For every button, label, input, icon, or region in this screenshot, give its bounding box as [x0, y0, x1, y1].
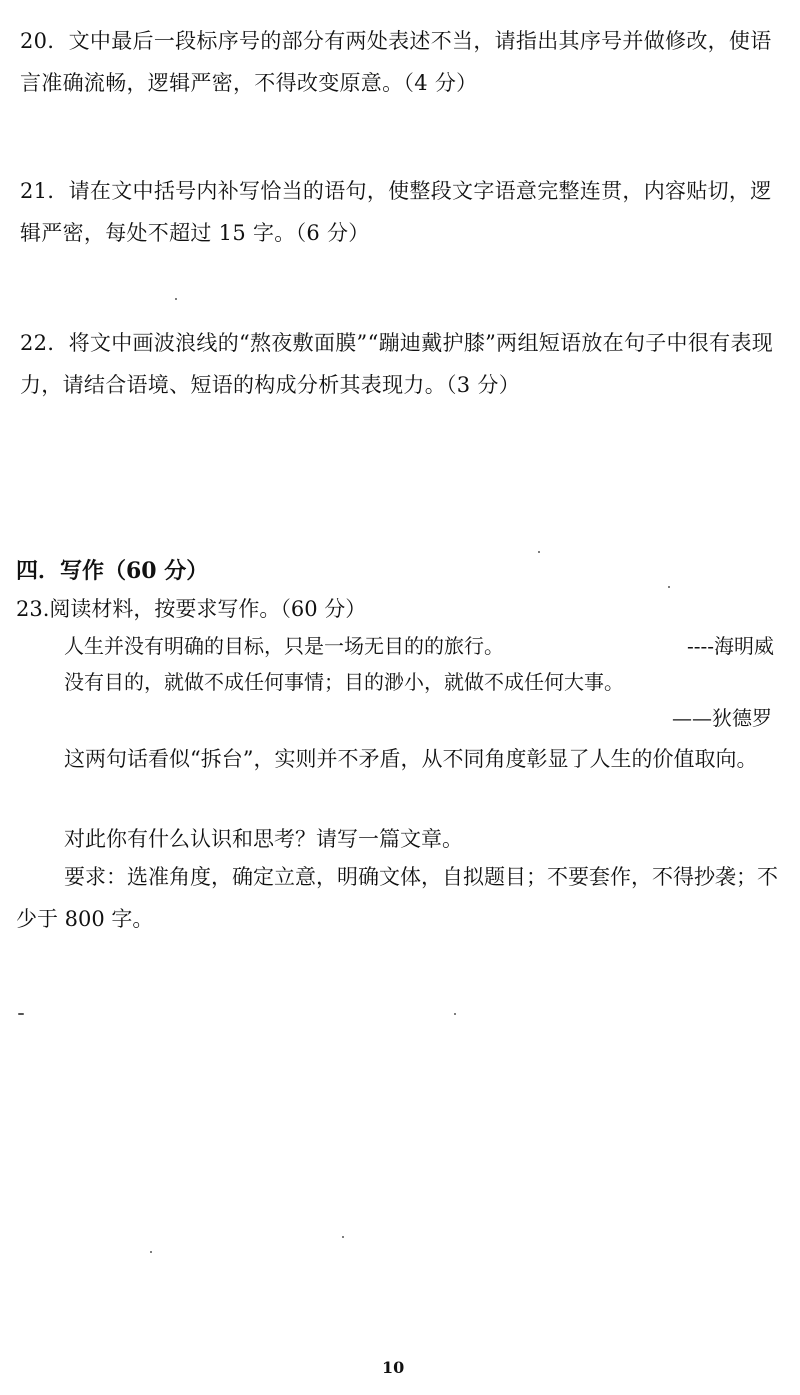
question-21 — [20, 170, 780, 254]
scan-speck — [342, 1236, 344, 1238]
section-title-writing: 四．写作（60 分） — [16, 558, 209, 584]
scan-speck — [538, 551, 540, 553]
scan-speck — [668, 586, 670, 588]
scan-speck — [454, 1013, 456, 1015]
page-number: 10 — [382, 1358, 405, 1377]
question-21-line-2: 辑严密，每处不超过 15 字。（6 分） — [20, 221, 370, 245]
writing-requirements: 要求：选准角度，确定立意，明确文体，自拟题目；不要套作，不得抄袭；不少于 800 字。 — [16, 865, 778, 931]
question-23-prompt: 23.阅读材料，按要求写作。（60 分） — [16, 597, 367, 621]
scan-speck — [150, 1251, 152, 1253]
quote-hemingway — [64, 628, 774, 664]
quote-hemingway-text: 人生并没有明确的目标，只是一场无目的的旅行。 — [64, 634, 504, 658]
material-commentary: 这两句话看似“拆台”，实则并不矛盾，从不同角度彰显了人生的价值取向。 — [64, 747, 758, 771]
question-22 — [20, 322, 780, 406]
quote-diderot-author: ——狄德罗 — [672, 706, 772, 730]
question-22-line-1: 22．将文中画波浪线的“熬夜敷面膜”“蹦迪戴护膝”两组短语放在句子中很有表现 — [20, 331, 774, 355]
question-22-line-2: 力，请结合语境、短语的构成分析其表现力。（3 分） — [20, 373, 521, 397]
writing-question: 对此你有什么认识和思考？请写一篇文章。 — [64, 827, 463, 851]
quote-diderot-text: 没有目的，就做不成任何事情；目的渺小，就做不成任何大事。 — [64, 670, 624, 694]
question-20-line-1: 20．文中最后一段标序号的部分有两处表述不当，请指出其序号并做修改，使语 — [20, 29, 772, 53]
question-20 — [20, 20, 780, 104]
question-21-line-1: 21．请在文中括号内补写恰当的语句，使整段文字语意完整连贯，内容贴切，逻 — [20, 179, 772, 203]
quote-diderot — [64, 664, 774, 700]
quote-hemingway-author: ----海明威 — [686, 634, 774, 658]
scan-speck — [18, 1013, 24, 1015]
question-20-line-2: 言准确流畅，逻辑严密，不得改变原意。（4 分） — [20, 71, 478, 95]
scan-speck — [175, 298, 177, 300]
